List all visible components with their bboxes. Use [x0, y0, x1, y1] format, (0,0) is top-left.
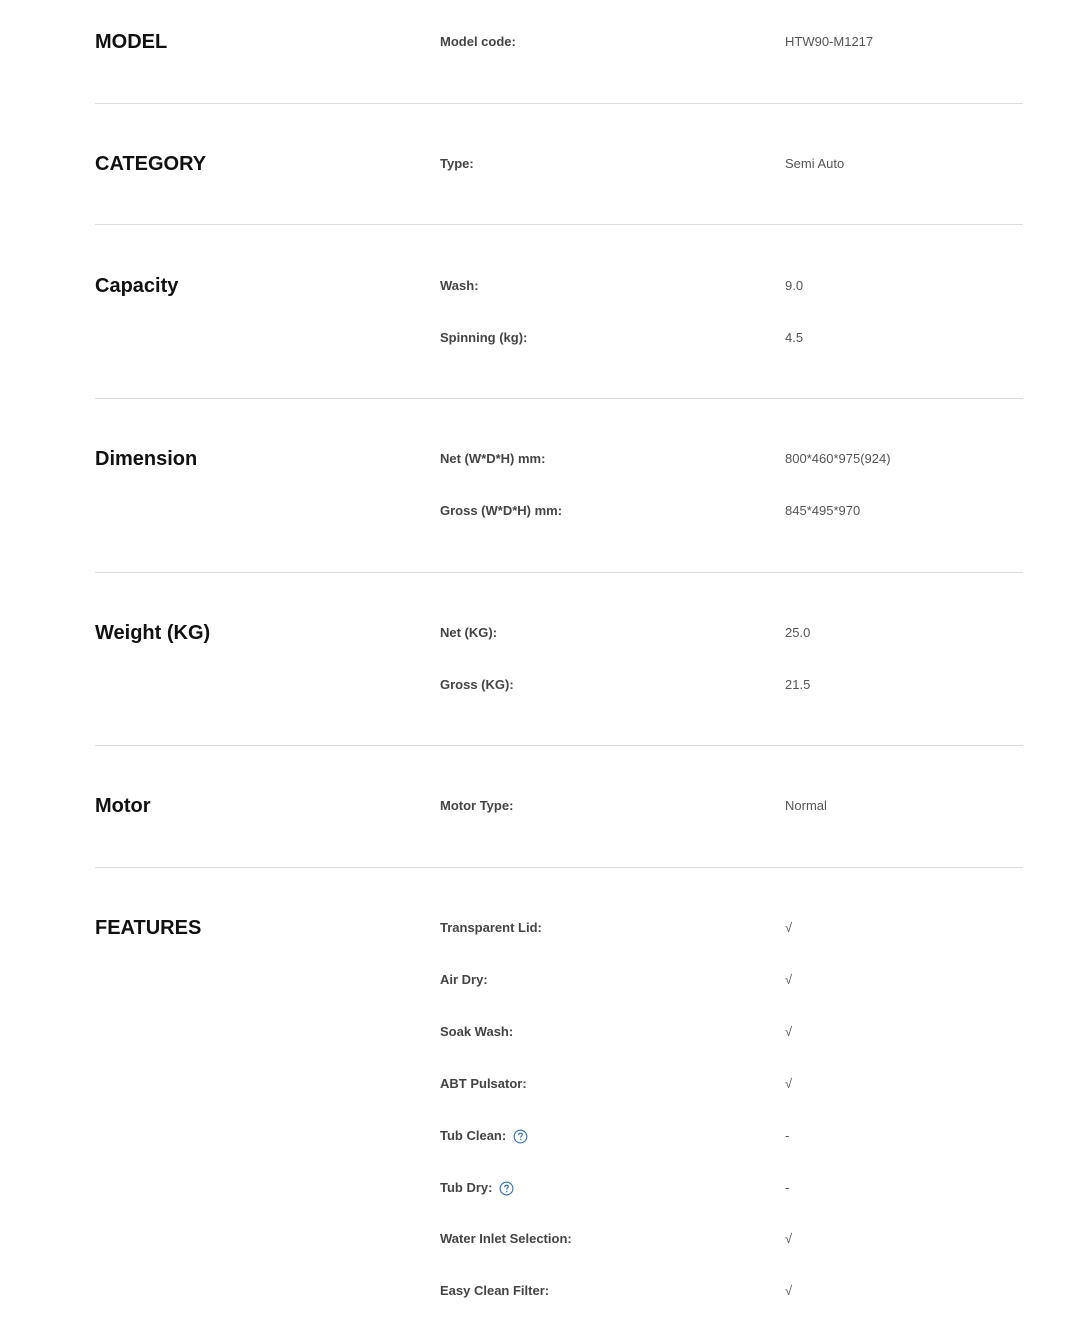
spec-section-dimension: [95, 399, 1023, 573]
spec-label: Net (KG):: [440, 625, 498, 640]
spec-value: Normal: [785, 798, 827, 813]
spec-row-tub-dry: [440, 1176, 1023, 1200]
spec-value: 4.5: [785, 330, 804, 345]
spec-section-category: [95, 104, 1023, 225]
spec-row-easy-clean-filter: [440, 1279, 1023, 1303]
section-title: Motor: [95, 795, 151, 817]
spec-label: Gross (W*D*H) mm:: [440, 503, 563, 518]
spec-label: Type:: [440, 156, 474, 171]
spec-label-with-help: [440, 1124, 528, 1148]
spec-row-model-code: [440, 30, 1023, 54]
spec-value: 845*495*970: [785, 503, 861, 518]
section-title: MODEL: [95, 31, 168, 53]
spec-row-motor-type: [440, 794, 1023, 818]
spec-section-capacity: [95, 225, 1023, 399]
spec-label: Spinning (kg):: [440, 330, 528, 345]
spec-label: Model code:: [440, 34, 516, 49]
spec-label: Transparent Lid:: [440, 920, 542, 935]
section-title: Dimension: [95, 448, 198, 470]
spec-row-gross-weight: [440, 673, 1023, 697]
spec-row-wash: [440, 274, 1023, 298]
spec-row-net-dimension: [440, 447, 1023, 471]
spec-label: Tub Dry:: [440, 1180, 493, 1195]
spec-value: √: [785, 972, 793, 987]
spec-label: Water Inlet Selection:: [440, 1231, 572, 1246]
section-title: CATEGORY: [95, 153, 207, 175]
spec-value: Semi Auto: [785, 156, 845, 171]
spec-label: ABT Pulsator:: [440, 1076, 527, 1091]
spec-row-type: [440, 152, 1023, 176]
spec-row-net-weight: [440, 621, 1023, 645]
spec-row-water-inlet-selection: [440, 1227, 1023, 1251]
spec-value: HTW90-M1217: [785, 34, 874, 49]
spec-label: Net (W*D*H) mm:: [440, 451, 546, 466]
spec-section-features: [95, 868, 1023, 1333]
spec-section-motor: [95, 746, 1023, 868]
spec-row-soak-wash: [440, 1020, 1023, 1044]
spec-label: Soak Wash:: [440, 1024, 514, 1039]
spec-value: 800*460*975(924): [785, 451, 891, 466]
spec-label: Wash:: [440, 278, 479, 293]
section-title: Weight (KG): [95, 622, 211, 644]
question-circle-icon[interactable]: [499, 1181, 514, 1196]
question-circle-icon[interactable]: [513, 1129, 528, 1144]
spec-label: Easy Clean Filter:: [440, 1283, 550, 1298]
spec-label-with-help: [440, 1176, 514, 1200]
spec-value: √: [785, 1283, 793, 1298]
spec-row-tub-clean: [440, 1124, 1023, 1148]
spec-value: √: [785, 1076, 793, 1091]
spec-label: Air Dry:: [440, 972, 488, 987]
spec-label: Motor Type:: [440, 798, 514, 813]
spec-value: √: [785, 1024, 793, 1039]
spec-value: 25.0: [785, 625, 811, 640]
spec-row-gross-dimension: [440, 499, 1023, 523]
spec-value: √: [785, 920, 793, 935]
spec-row-transparent-lid: [440, 916, 1023, 940]
spec-row-spinning: [440, 326, 1023, 350]
spec-value: -: [785, 1128, 790, 1143]
spec-label: Tub Clean:: [440, 1128, 507, 1143]
spec-section-weight: [95, 573, 1023, 746]
spec-value: -: [785, 1180, 790, 1195]
spec-value: 21.5: [785, 677, 811, 692]
spec-section-model: [95, 0, 1023, 104]
section-title: Capacity: [95, 275, 179, 297]
section-title: FEATURES: [95, 917, 202, 939]
spec-row-air-dry: [440, 968, 1023, 992]
spec-value: √: [785, 1231, 793, 1246]
spec-value: 9.0: [785, 278, 804, 293]
spec-row-abt-pulsator: [440, 1072, 1023, 1096]
spec-label: Gross (KG):: [440, 677, 514, 692]
